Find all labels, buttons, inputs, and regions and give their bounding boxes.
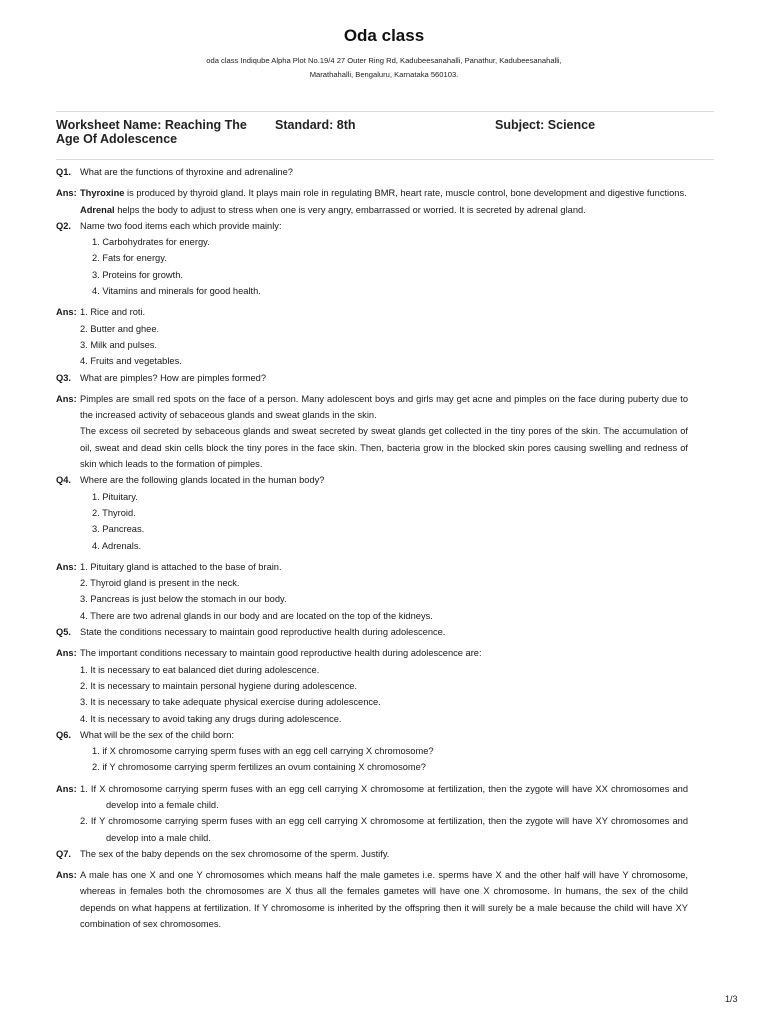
question-label: Q7. bbox=[56, 848, 71, 859]
list-item: 4. Adrenals. bbox=[92, 540, 142, 551]
subject: Subject: Science bbox=[495, 118, 596, 132]
list-item: 4. Fruits and vegetables. bbox=[80, 356, 182, 367]
list-item: 2. if Y chromosome carrying sperm fertilizes an ovum containing X chromosome? bbox=[92, 762, 426, 773]
address-line-2: Marathahalli, Bengaluru, Karnataka 560103. bbox=[309, 70, 459, 79]
question-5 bbox=[56, 624, 688, 640]
question-label: Q1. bbox=[56, 167, 71, 177]
question-text bbox=[80, 218, 688, 299]
list-item: 1. Pituitary gland is attached to the base of brain. bbox=[80, 561, 282, 572]
question-label: Q3. bbox=[56, 372, 71, 383]
list-item: 1. If X chromosome carrying sperm fuses with an egg cell carrying X chromosome at fertilization, then the zygote will have XX chromosomes and develop into a female child. bbox=[80, 783, 688, 810]
standard: Standard: 8th bbox=[275, 118, 356, 132]
list-item: 2. Thyroid gland is present in the neck. bbox=[80, 578, 240, 589]
list-item: 2. It is necessary to maintain personal hygiene during adolescence. bbox=[80, 680, 358, 691]
question-text bbox=[80, 727, 688, 776]
question-6 bbox=[56, 727, 688, 776]
page-title: Oda class bbox=[343, 26, 425, 45]
worksheet-content bbox=[56, 164, 688, 932]
answer-3 bbox=[56, 391, 688, 472]
list-item: 2. Butter and ghee. bbox=[80, 323, 160, 334]
question-text: What are the functions of thyroxine and adrenaline? bbox=[80, 167, 293, 177]
list-item: 3. Pancreas. bbox=[92, 524, 145, 535]
answer-text: A male has one X and one Y chromosomes which means half the male gametes i.e. sperms have X and the other half will have Y chromosome, whereas in females both the chromosomes are X thus all the females gametes will have one X chromosome. In humans, the sex of the child depends on what happens at fertilization. If Y chromosome is inherited by the offspring then it will surely be a male because the child will have XY combination of sex chromosomes. bbox=[80, 870, 688, 930]
question-text: What are pimples? How are pimples formed? bbox=[80, 372, 267, 383]
question-7 bbox=[56, 846, 688, 862]
question-stem: Name two food items each which provide mainly: bbox=[80, 220, 282, 231]
question-stem: Where are the following glands located in the human body? bbox=[80, 475, 325, 486]
answer-intro: The important conditions necessary to maintain good reproductive health during adolescence are: bbox=[80, 648, 482, 659]
list-item: 4. Vitamins and minerals for good health. bbox=[92, 286, 261, 297]
question-1 bbox=[56, 164, 688, 180]
question-text bbox=[80, 472, 688, 553]
list-item: 2. Fats for energy. bbox=[92, 253, 167, 264]
answer-text bbox=[80, 304, 688, 369]
answer-text bbox=[80, 781, 688, 846]
list-item: 2. Thyroid. bbox=[92, 507, 136, 518]
question-label: Q4. bbox=[56, 475, 71, 486]
answer-paragraph bbox=[80, 202, 688, 218]
list-item: 4. There are two adrenal glands in our body and are located on the top of the kidneys. bbox=[80, 610, 433, 621]
answer-5 bbox=[56, 645, 688, 726]
answer-1 bbox=[56, 185, 688, 218]
answer-sentence: is produced by thyroid gland. It plays main role in regulating BMR, heart rate, muscle control, bone development and digestive functions. bbox=[124, 188, 687, 199]
answer-label: Ans: bbox=[56, 561, 77, 572]
question-4 bbox=[56, 472, 688, 553]
answer-2 bbox=[56, 304, 688, 369]
list-item: 3. It is necessary to take adequate physical exercise during adolescence. bbox=[80, 697, 381, 708]
answer-7 bbox=[56, 867, 688, 932]
question-label: Q2. bbox=[56, 220, 71, 231]
answer-sentence: helps the body to adjust to stress when one is very angry, embarrassed or worried. It is secreted by adrenal gland. bbox=[114, 204, 586, 215]
question-text: The sex of the baby depends on the sex chromosome of the sperm. Justify. bbox=[80, 848, 390, 859]
answer-label: Ans: bbox=[56, 188, 77, 199]
answer-text bbox=[80, 185, 688, 218]
address-line-1: oda class Indiqube Alpha Plot No.19/4 27 Outer Ring Rd, Kadubeesanahalli, Panathur, Kadubeesanahalli, bbox=[206, 56, 562, 65]
list-item: 3. Pancreas is just below the stomach in our body. bbox=[80, 594, 287, 605]
list-item: 1. Pituitary. bbox=[92, 491, 138, 502]
address bbox=[0, 54, 768, 82]
list-item: 3. Milk and pulses. bbox=[80, 339, 157, 350]
question-label: Q6. bbox=[56, 729, 71, 740]
answer-6 bbox=[56, 781, 688, 846]
page-header bbox=[0, 26, 768, 82]
list-item: 1. Carbohydrates for energy. bbox=[92, 237, 210, 248]
term-adrenal: Adrenal bbox=[80, 204, 115, 215]
answer-label: Ans: bbox=[56, 393, 77, 404]
list-item: 1. if X chromosome carrying sperm fuses with an egg cell carrying X chromosome? bbox=[92, 746, 434, 757]
page-number: 1/3 bbox=[725, 994, 738, 1004]
worksheet-name-line-2: Age Of Adolescence bbox=[56, 132, 178, 146]
answer-label: Ans: bbox=[56, 307, 77, 318]
answer-4 bbox=[56, 559, 688, 624]
top-divider bbox=[56, 111, 714, 112]
answer-paragraph bbox=[80, 185, 688, 201]
worksheet-name bbox=[56, 118, 247, 146]
list-item: 1. Rice and roti. bbox=[80, 307, 146, 318]
answer-text bbox=[80, 645, 688, 726]
list-item: 1. It is necessary to eat balanced diet during adolescence. bbox=[80, 664, 320, 675]
answer-paragraph: Pimples are small red spots on the face of a person. Many adolescent boys and girls may get acne and pimples on the face during puberty due to the increased activity of sebaceous glands and sweat glands in the skin. bbox=[80, 393, 688, 421]
list-item: 3. Proteins for growth. bbox=[92, 269, 183, 280]
question-text: State the conditions necessary to maintain good reproductive health during adolescence. bbox=[80, 627, 446, 638]
meta-divider bbox=[56, 159, 714, 160]
worksheet-name-line-1: Worksheet Name: Reaching The bbox=[56, 118, 247, 132]
question-3 bbox=[56, 370, 688, 386]
answer-label: Ans: bbox=[56, 870, 77, 881]
question-label: Q5. bbox=[56, 627, 71, 638]
answer-label: Ans: bbox=[56, 648, 77, 659]
answer-label: Ans: bbox=[56, 783, 77, 794]
question-stem: What will be the sex of the child born: bbox=[80, 729, 234, 740]
list-item: 4. It is necessary to avoid taking any drugs during adolescence. bbox=[80, 713, 342, 724]
answer-text bbox=[80, 391, 688, 472]
answer-paragraph: The excess oil secreted by sebaceous glands and sweat secreted by sweat glands get collected in the tiny pores of the skin. The accumulation of oil, sweat and dead skin cells block the tiny pores in the face skin. Then, bacteria grow in the blocked skin pores causing swelling and redness of skin which leads to the formation of pimples. bbox=[80, 426, 688, 470]
term-thyroxine: Thyroxine bbox=[80, 188, 125, 199]
question-2 bbox=[56, 218, 688, 299]
list-item: 2. If Y chromosome carrying sperm fuses with an egg cell carrying X chromosome at fertilization, then the zygote will have XY chromosomes and develop into a male child. bbox=[80, 816, 688, 843]
answer-text bbox=[80, 559, 688, 624]
